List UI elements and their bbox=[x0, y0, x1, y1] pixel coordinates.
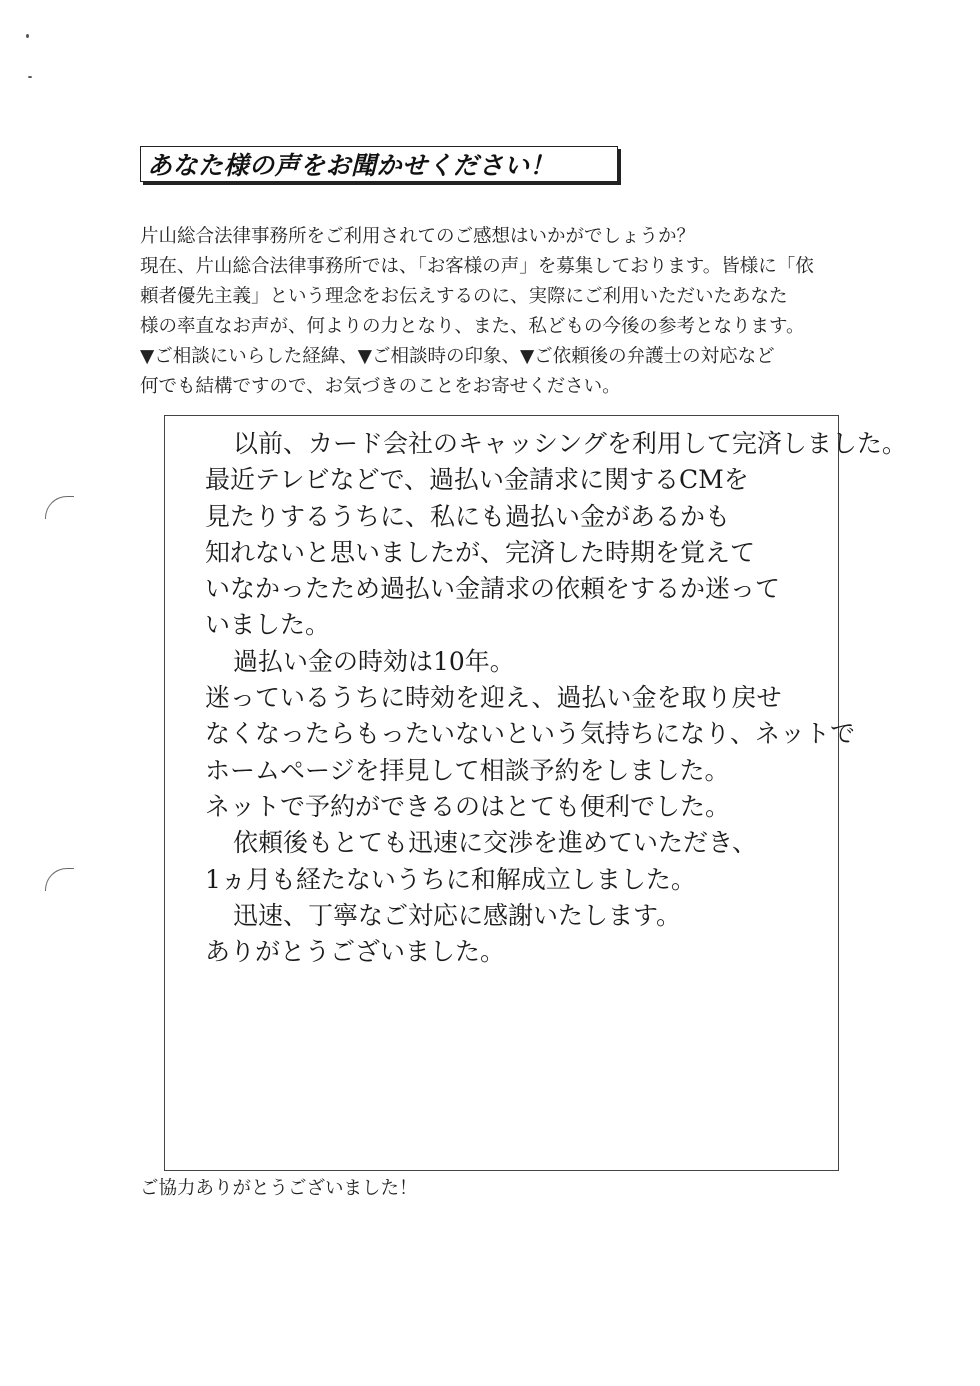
intro-line: ▼ご相談にいらした経緯、▼ご相談時の印象、▼ご依頼後の弁護士の対応など bbox=[140, 346, 775, 367]
handwritten-line: いなかったため過払い金請求の依頼をするか迷って bbox=[205, 574, 781, 604]
title-banner bbox=[140, 146, 618, 182]
handwritten-line: 1ヵ月も経たないうちに和解成立しました。 bbox=[205, 864, 696, 894]
handwritten-line: ホームページを拝見して相談予約をしました。 bbox=[205, 755, 730, 785]
handwritten-line: ネットで予約ができるのはとても便利でした。 bbox=[205, 791, 731, 821]
handwritten-line: 以前、カード会社のキャッシングを利用して完済しました。 bbox=[233, 429, 907, 458]
handwritten-line: 最近テレビなどで、過払い金請求に関するCMを bbox=[205, 465, 749, 495]
punch-hole-bottom bbox=[45, 868, 74, 891]
handwritten-line: 迷っているうちに時効を迎え、過払い金を取り戻せ bbox=[205, 683, 782, 713]
footer-thanks: ご協力ありがとうございました！ bbox=[140, 1178, 418, 1199]
intro-line: 現在、片山総合法律事務所では、「お客様の声」を募集しております。皆様に「依 bbox=[140, 256, 814, 277]
intro-line: 片山総合法律事務所をご利用されてのご感想はいかがでしょうか？ bbox=[140, 226, 696, 247]
handwritten-line: 過払い金の時効は10年。 bbox=[233, 646, 515, 676]
handwritten-line: ありがとうございました。 bbox=[205, 937, 506, 967]
scan-speck bbox=[28, 76, 32, 78]
page-title: あなた様の声をお聞かせください！ bbox=[147, 151, 556, 180]
intro-line: 様の率直なお声が、何よりの力となり、また、私どもの今後の参考となります。 bbox=[140, 316, 805, 337]
handwritten-line: 見たりするうちに、私にも過払い金があるかも bbox=[205, 501, 731, 531]
intro-line: 頼者優先主義」という理念をお伝えするのに、実際にご利用いただいたあなた bbox=[140, 286, 788, 307]
handwritten-comment bbox=[205, 426, 907, 970]
punch-hole-top bbox=[45, 496, 74, 519]
handwritten-line: いました。 bbox=[205, 610, 331, 640]
handwritten-line: 知れないと思いましたが、完済した時期を覚えて bbox=[205, 537, 756, 567]
handwritten-line: 迅速、丁寧なご対応に感謝いたします。 bbox=[233, 900, 682, 930]
scan-speck bbox=[26, 34, 29, 38]
intro-paragraph bbox=[140, 222, 850, 402]
handwritten-line: 依頼後もとても迅速に交渉を進めていただき、 bbox=[233, 828, 758, 858]
intro-line: 何でも結構ですので、お気づきのことをお寄せください。 bbox=[140, 376, 621, 397]
handwritten-line: なくなったらもったいないという気持ちになり、ネットで bbox=[205, 719, 856, 749]
